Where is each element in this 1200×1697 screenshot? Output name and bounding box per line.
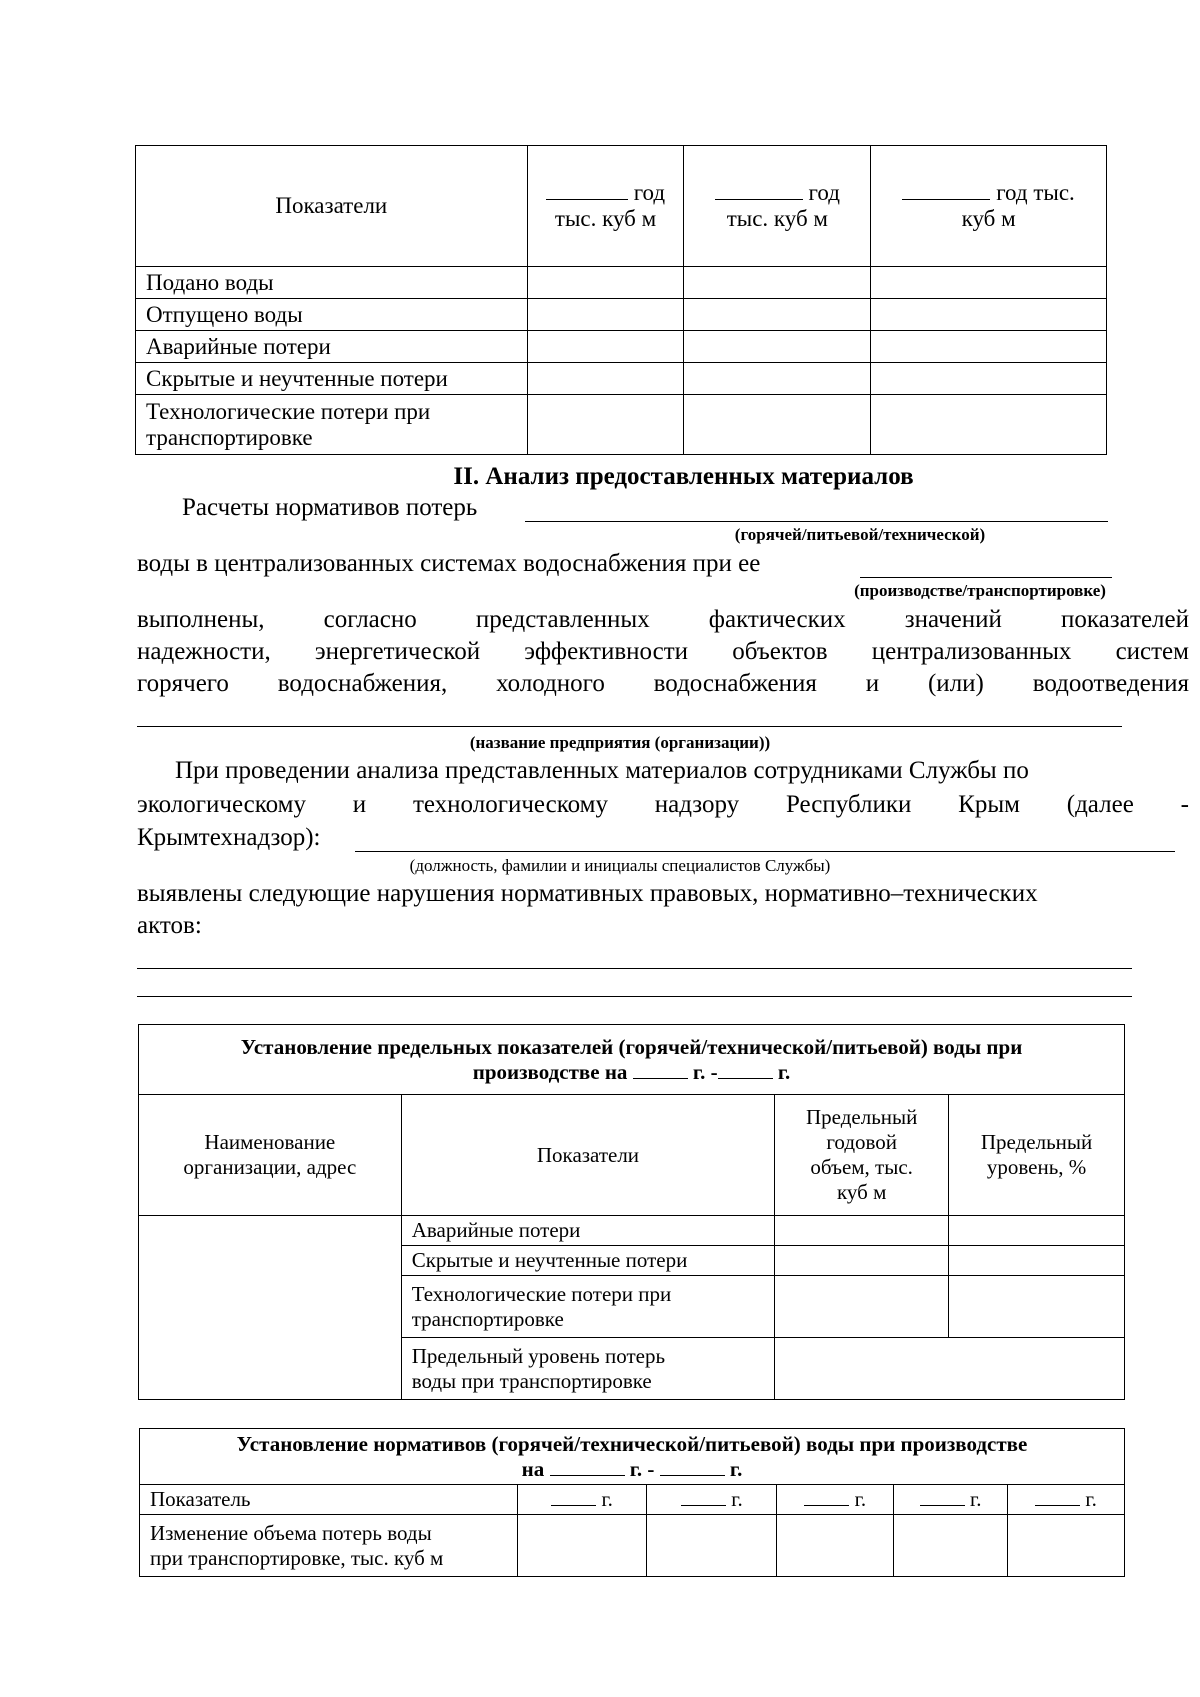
row-label-technological-losses: Технологические потери при транспортировке [136, 395, 528, 455]
year-column-header-3: год тыс. куб м [871, 146, 1107, 267]
level-column-header: Предельный уровень, % [949, 1095, 1125, 1216]
org-name-cell [139, 1216, 402, 1400]
year-column-header: г. [1008, 1485, 1125, 1515]
water-type-blank [525, 521, 1108, 522]
value-cell [777, 1515, 894, 1577]
value-cell [527, 267, 684, 299]
analysis-line-1: При проведении анализа представленных материалов сотрудниками Службы по [175, 757, 1029, 784]
row-label-water-released: Отпущено воды [136, 299, 528, 331]
row-label-hidden-losses: Скрытые и неучтенные потери [401, 1246, 775, 1276]
calc-line: Расчеты нормативов потерь [182, 494, 478, 521]
value-cell [775, 1338, 1125, 1400]
staff-caption: (должность, фамилии и инициалы специалистов Службы) [409, 856, 831, 875]
value-cell [871, 363, 1107, 395]
violations-blank-1 [137, 968, 1132, 969]
stage-caption: (производстве/транспортировке) [854, 581, 1106, 600]
value-cell [949, 1246, 1125, 1276]
year-column-header-1: год тыс. куб м [527, 146, 684, 267]
value-cell [684, 363, 871, 395]
analysis-line-3: Крымтехнадзор): [137, 824, 321, 851]
indicators-column-header: Показатели [401, 1095, 775, 1216]
value-cell [527, 331, 684, 363]
row-label-transport-loss-limit: Предельный уровень потерь воды при транспортировке [401, 1338, 775, 1400]
value-cell [894, 1515, 1008, 1577]
violations-line-2: актов: [137, 912, 202, 939]
water-systems-line: воды в централизованных системах водоснабжения при ее [137, 550, 761, 577]
value-cell [684, 267, 871, 299]
value-cell [775, 1246, 949, 1276]
value-cell [871, 331, 1107, 363]
violations-line-1: выявлены следующие нарушения нормативных правовых, нормативно–технических [137, 880, 1038, 907]
norms-table-title: Установление нормативов (горячей/технической/питьевой) воды при производстве на г. - г. [140, 1429, 1125, 1485]
value-cell [647, 1515, 777, 1577]
value-cell [871, 395, 1107, 455]
year-column-header: г. [647, 1485, 777, 1515]
org-column-header: Наименование организации, адрес [139, 1095, 402, 1216]
value-cell [871, 267, 1107, 299]
justified-line-2: надежности, энергетической эффективности объектов централизованных систем [137, 638, 1189, 665]
value-cell [527, 363, 684, 395]
limit-indicators-table [138, 1024, 1125, 1400]
justified-line-1: выполнены, согласно представленных фактических значений показателей [137, 606, 1189, 633]
value-cell [949, 1276, 1125, 1338]
organization-blank [137, 726, 1122, 727]
value-cell [949, 1216, 1125, 1246]
value-cell [684, 299, 871, 331]
year-column-header: г. [894, 1485, 1008, 1515]
year-column-header-2: год тыс. куб м [684, 146, 871, 267]
value-cell [1008, 1515, 1125, 1577]
row-label-loss-volume-change: Изменение объема потерь воды при транспортировке, тыс. куб м [140, 1515, 518, 1577]
indicators-header: Показатели [136, 146, 528, 267]
volume-column-header: Предельный годовой объем, тыс. куб м [775, 1095, 949, 1216]
year-column-header: г. [777, 1485, 894, 1515]
value-cell [684, 395, 871, 455]
value-cell [527, 299, 684, 331]
justified-line-3: горячего водоснабжения, холодного водоснабжения и (или) водоотведения [137, 670, 1189, 697]
organization-caption: (название предприятия (организации)) [469, 733, 771, 752]
year-column-header: г. [517, 1485, 647, 1515]
value-cell [775, 1276, 949, 1338]
norms-table [139, 1428, 1125, 1577]
row-label-technological-losses: Технологические потери при транспортировке [401, 1276, 775, 1338]
value-cell [684, 331, 871, 363]
water-type-caption: (горячей/питьевой/технической) [734, 525, 986, 544]
value-cell [517, 1515, 647, 1577]
indicator-column-header: Показатель [140, 1485, 518, 1515]
staff-blank [355, 851, 1175, 852]
stage-blank [860, 577, 1112, 578]
row-label-emergency-losses: Аварийные потери [401, 1216, 775, 1246]
section-heading: II. Анализ предоставленных материалов [453, 463, 914, 490]
row-label-hidden-losses: Скрытые и неучтенные потери [136, 363, 528, 395]
value-cell [871, 299, 1107, 331]
violations-blank-2 [137, 996, 1132, 997]
value-cell [775, 1216, 949, 1246]
water-balance-table [135, 145, 1107, 455]
limit-table-title: Установление предельных показателей (горячей/технической/питьевой) воды при производстве на г. - г. [139, 1025, 1125, 1095]
row-label-water-supplied: Подано воды [136, 267, 528, 299]
analysis-line-2: экологическому и технологическому надзору Республики Крым (далее - [137, 791, 1189, 818]
row-label-emergency-losses: Аварийные потери [136, 331, 528, 363]
value-cell [527, 395, 684, 455]
